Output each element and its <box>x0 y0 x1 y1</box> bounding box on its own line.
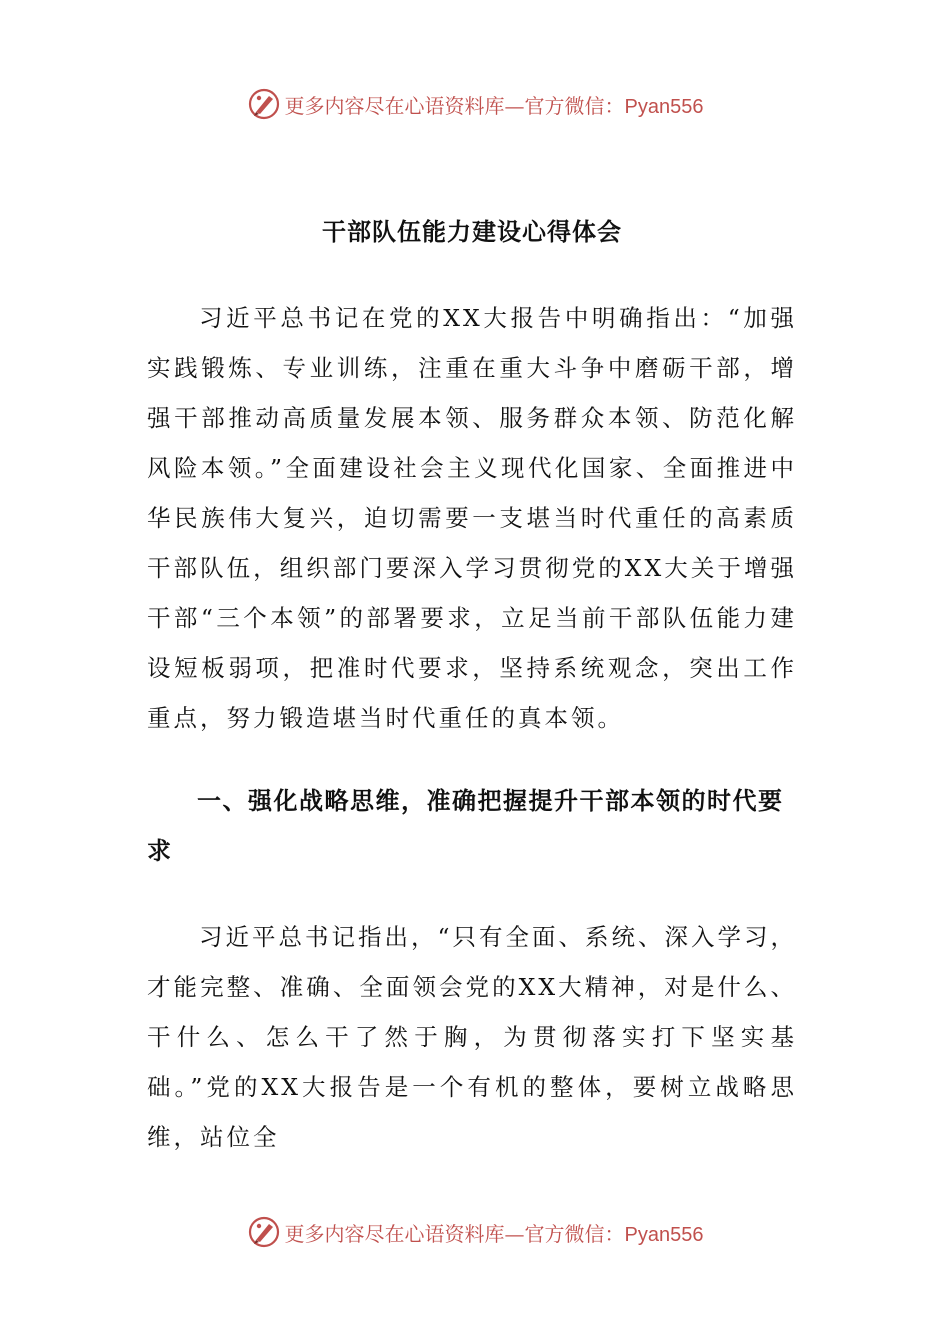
header-watermark-banner <box>0 82 950 126</box>
footer-watermark-banner <box>0 1210 950 1254</box>
paragraph-intro: 习近平总书记在党的XX大报告中明确指出：“加强实践锻炼、专业训练，注重在重大斗争中磨砺干部，增强干部推动高质量发展本领、服务群众本领、防范化解风险本领。”全面建设社会主义现代化国家、全面推进中华民族伟大复兴，迫切需要一支堪当时代重任的高素质干部队伍，组织部门要深入学习贯彻党的XX大关于增强干部“三个本领”的部署要求，立足当前干部队伍能力建设短板弱项，把准时代要求，坚持系统观念，突出工作重点，努力锻造堪当时代重任的真本领。 <box>147 304 797 732</box>
section-heading-1: 一、强化战略思维，准确把握提升干部本领的时代要求 <box>147 787 784 865</box>
pen-seal-icon <box>247 1215 281 1249</box>
watermark-text: 更多内容尽在心语资料库—官方微信：Pyan556 <box>284 1221 704 1246</box>
document-title: 干部队伍能力建设心得体会 <box>322 218 622 246</box>
watermark-text: 更多内容尽在心语资料库—官方微信：Pyan556 <box>284 93 704 118</box>
paragraph-section-1: 习近平总书记指出，“只有全面、系统、深入学习，才能完整、准确、全面领会党的XX大精神，对是什么、干什么、怎么干了然于胸，为贯彻落实打下坚实基础。”党的XX大报告是一个有机的整体，要树立战略思维，站位全 <box>147 923 798 1151</box>
pen-seal-icon <box>247 87 281 121</box>
